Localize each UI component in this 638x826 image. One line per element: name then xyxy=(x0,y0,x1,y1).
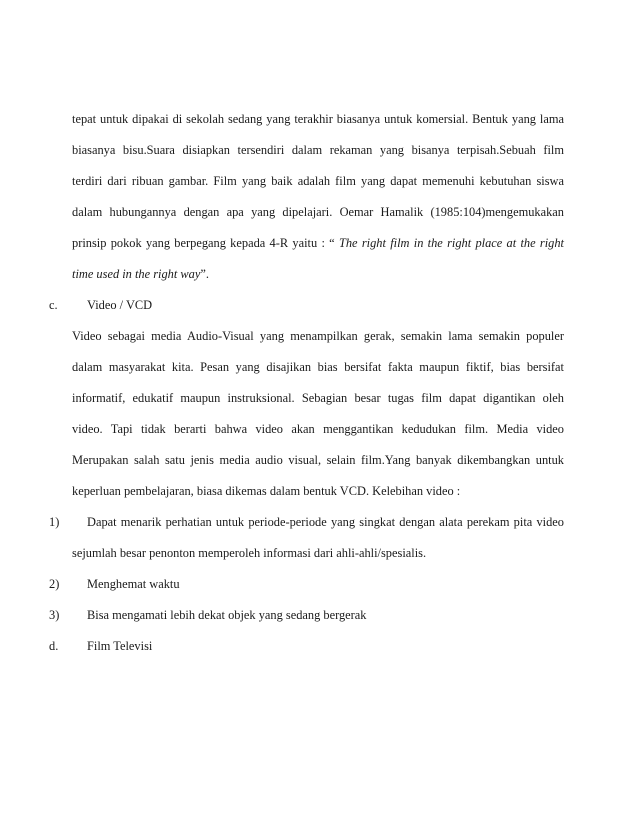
list-item-text: Menghemat waktu xyxy=(87,577,180,591)
list-item-text: Bisa mengamati lebih dekat objek yang sedang bergerak xyxy=(87,608,367,622)
paragraph-line: dalam masyarakat kita. Pesan yang disajikan bias bersifat fakta maupun fiktif, bias bersifat xyxy=(72,360,564,374)
section-heading-video: Video / VCD xyxy=(87,298,153,312)
quote-prefix: prinsip pokok yang berpegang kepada 4-R yaitu : “ xyxy=(72,236,335,250)
section-marker-d: d. xyxy=(49,639,59,653)
paragraph-line: biasanya bisu.Suara disiapkan tersendiri dalam rekaman yang bisanya terpisah.Sebuah film xyxy=(72,143,564,157)
paragraph-line: video. Tapi tidak berarti bahwa video akan menggantikan kedudukan film. Media video xyxy=(72,422,564,436)
paragraph-line: tepat untuk dipakai di sekolah sedang yang terakhir biasanya untuk komersial. Bentuk yang lama xyxy=(72,112,564,126)
list-marker: 1) xyxy=(49,515,60,529)
quote-suffix: ”. xyxy=(200,267,209,281)
paragraph-line: keperluan pembelajaran, biasa dikemas dalam bentuk VCD. Kelebihan video : xyxy=(72,484,461,498)
section-heading-film-televisi: Film Televisi xyxy=(87,639,153,653)
quote-text: The right film in the right place at the right xyxy=(338,236,564,250)
list-marker: 3) xyxy=(49,608,60,622)
section-marker-c: c. xyxy=(49,298,58,312)
list-item-text: Dapat menarik perhatian untuk periode-periode yang singkat dengan alata perekam pita video xyxy=(87,515,564,529)
paragraph-line: dalam hubungannya dengan apa yang dipelajari. Oemar Hamalik (1985:104)mengemukakan xyxy=(72,205,564,219)
paragraph-line: Merupakan salah satu jenis media audio visual, selain film.Yang banyak dikembangkan untuk xyxy=(72,453,564,467)
paragraph-line: terdiri dari ribuan gambar. Film yang baik adalah film yang dapat memenuhi kebutuhan siswa xyxy=(72,174,564,188)
quote-text-end: time used in the right way xyxy=(72,267,201,281)
paragraph-line-quote-start xyxy=(72,236,564,250)
list-item-continuation: sejumlah besar penonton memperoleh informasi dari ahli-ahli/spesialis. xyxy=(72,546,427,560)
paragraph-line-quote-end xyxy=(72,267,564,281)
paragraph-line: informatif, edukatif maupun instruksional. Sebagian besar tugas film dapat digantikan oleh xyxy=(72,391,564,405)
list-marker: 2) xyxy=(49,577,60,591)
paragraph-line: Video sebagai media Audio-Visual yang menampilkan gerak, semakin lama semakin populer xyxy=(72,329,564,343)
